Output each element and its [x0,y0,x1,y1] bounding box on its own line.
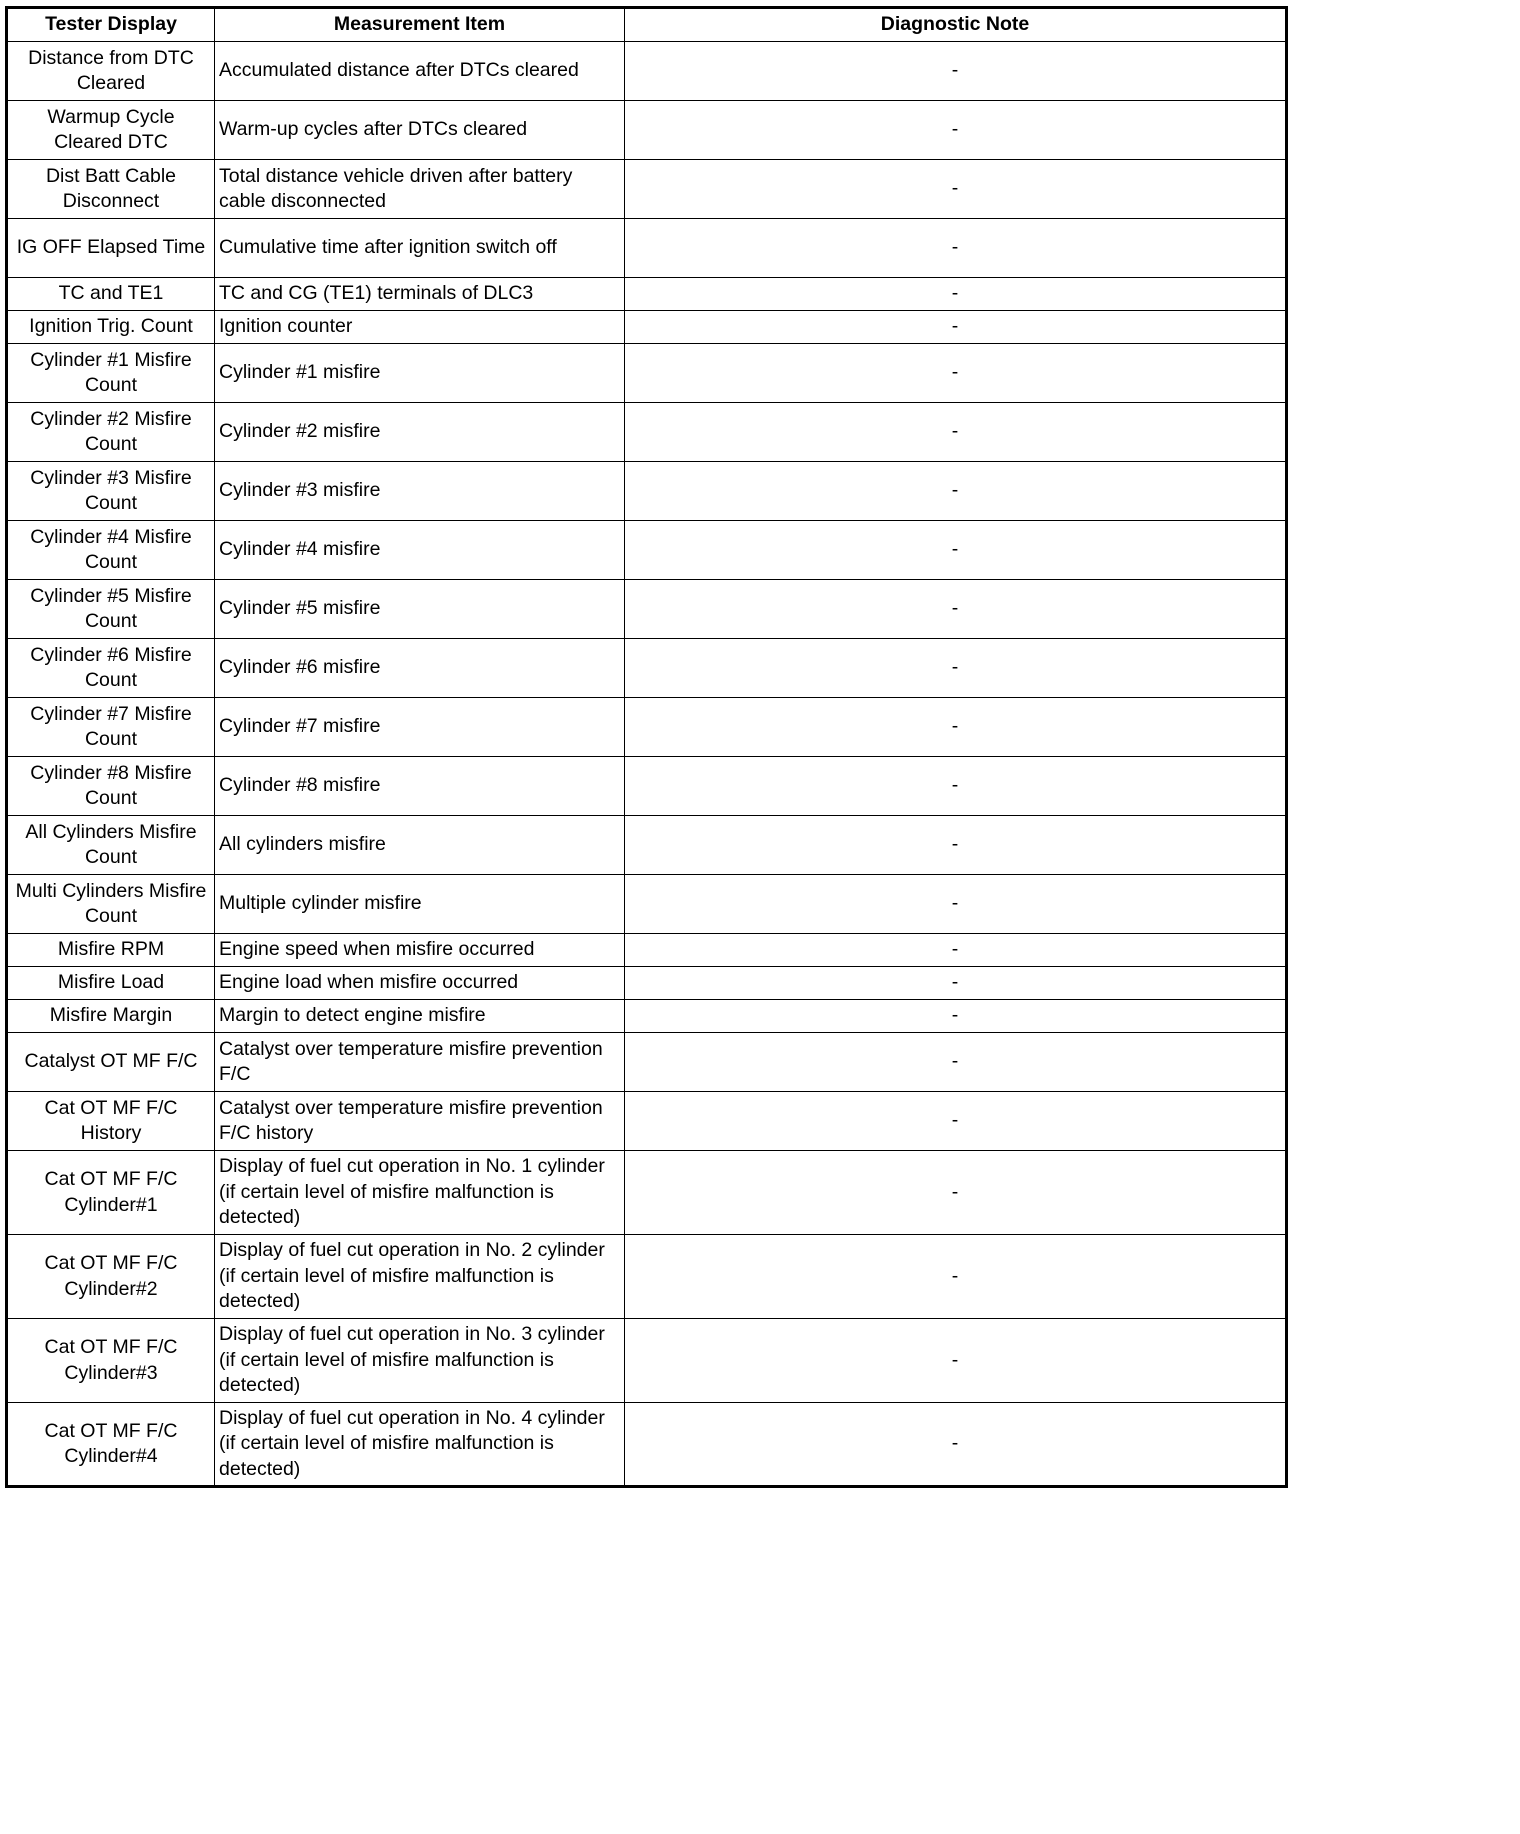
measurement-item-cell: Cylinder #2 misfire [215,403,625,462]
table-row [7,101,1287,160]
tester-display-cell: Distance from DTC Cleared [7,42,215,101]
table-row [7,160,1287,219]
diagnostic-note-cell: - [625,462,1287,521]
table-row [7,344,1287,403]
table-row [7,757,1287,816]
measurement-item-cell: Cylinder #7 misfire [215,698,625,757]
header-diagnostic-note: Diagnostic Note [625,8,1287,42]
tester-display-cell: Dist Batt Cable Disconnect [7,160,215,219]
table-row [7,816,1287,875]
measurement-item-cell: Cylinder #5 misfire [215,580,625,639]
measurement-item-cell: Display of fuel cut operation in No. 2 cylinder (if certain level of misfire malfunction is detected) [215,1235,625,1319]
diagnostic-note-cell: - [625,580,1287,639]
diagnostic-note-cell: - [625,219,1287,278]
diagnostic-note-cell: - [625,344,1287,403]
tester-display-cell: Cylinder #1 Misfire Count [7,344,215,403]
diagnostic-note-cell: - [625,311,1287,344]
table-row [7,967,1287,1000]
diagnostic-note-cell: - [625,1151,1287,1235]
tester-display-cell: Cat OT MF F/C Cylinder#3 [7,1319,215,1403]
measurement-item-cell: Engine speed when misfire occurred [215,934,625,967]
measurement-item-cell: Display of fuel cut operation in No. 1 cylinder (if certain level of misfire malfunction is detected) [215,1151,625,1235]
measurement-item-cell: Multiple cylinder misfire [215,875,625,934]
table-row [7,1151,1287,1235]
diagnostic-note-cell: - [625,1000,1287,1033]
table-row [7,311,1287,344]
table-row [7,639,1287,698]
tester-display-cell: Cat OT MF F/C Cylinder#4 [7,1403,215,1487]
measurement-item-cell: Cylinder #6 misfire [215,639,625,698]
measurement-item-cell: Cylinder #3 misfire [215,462,625,521]
measurement-item-cell: All cylinders misfire [215,816,625,875]
table-row [7,1403,1287,1487]
diagnostic-note-cell: - [625,967,1287,1000]
table-row [7,462,1287,521]
table-row [7,278,1287,311]
diagnostic-note-cell: - [625,521,1287,580]
tester-display-cell: Cylinder #4 Misfire Count [7,521,215,580]
tester-display-cell: Cylinder #2 Misfire Count [7,403,215,462]
table-row [7,934,1287,967]
diagnostic-note-cell: - [625,1033,1287,1092]
tester-display-cell: Ignition Trig. Count [7,311,215,344]
measurement-item-cell: Cylinder #8 misfire [215,757,625,816]
tester-display-cell: Misfire RPM [7,934,215,967]
data-list-table [5,6,1288,1488]
tester-display-cell: Cylinder #8 Misfire Count [7,757,215,816]
table-row [7,698,1287,757]
tester-display-cell: Cylinder #3 Misfire Count [7,462,215,521]
measurement-item-cell: Engine load when misfire occurred [215,967,625,1000]
measurement-item-cell: Warm-up cycles after DTCs cleared [215,101,625,160]
diagnostic-note-cell: - [625,160,1287,219]
tester-display-cell: Catalyst OT MF F/C [7,1033,215,1092]
table-row [7,521,1287,580]
measurement-item-cell: Display of fuel cut operation in No. 4 cylinder (if certain level of misfire malfunction is detected) [215,1403,625,1487]
table-row [7,1319,1287,1403]
tester-display-cell: Cat OT MF F/C History [7,1092,215,1151]
table-row [7,219,1287,278]
diagnostic-note-cell: - [625,1403,1287,1487]
measurement-item-cell: Catalyst over temperature misfire prevention F/C history [215,1092,625,1151]
diagnostic-note-cell: - [625,757,1287,816]
measurement-item-cell: Accumulated distance after DTCs cleared [215,42,625,101]
diagnostic-note-cell: - [625,698,1287,757]
tester-display-cell: Cylinder #5 Misfire Count [7,580,215,639]
diagnostic-note-cell: - [625,403,1287,462]
tester-display-cell: IG OFF Elapsed Time [7,219,215,278]
table-row [7,875,1287,934]
diagnostic-note-cell: - [625,1319,1287,1403]
tester-display-cell: Misfire Load [7,967,215,1000]
tester-display-cell: Misfire Margin [7,1000,215,1033]
diagnostic-note-cell: - [625,1235,1287,1319]
measurement-item-cell: TC and CG (TE1) terminals of DLC3 [215,278,625,311]
table-row [7,1000,1287,1033]
tester-display-cell: TC and TE1 [7,278,215,311]
diagnostic-note-cell: - [625,101,1287,160]
header-measurement-item: Measurement Item [215,8,625,42]
measurement-item-cell: Ignition counter [215,311,625,344]
diagnostic-note-cell: - [625,42,1287,101]
tester-display-cell: All Cylinders Misfire Count [7,816,215,875]
measurement-item-cell: Cylinder #4 misfire [215,521,625,580]
diagnostic-note-cell: - [625,278,1287,311]
tester-display-cell: Multi Cylinders Misfire Count [7,875,215,934]
diagnostic-note-cell: - [625,1092,1287,1151]
measurement-item-cell: Cylinder #1 misfire [215,344,625,403]
header-tester-display: Tester Display [7,8,215,42]
tester-display-cell: Cat OT MF F/C Cylinder#1 [7,1151,215,1235]
diagnostic-note-cell: - [625,639,1287,698]
diagnostic-note-cell: - [625,875,1287,934]
table-row [7,1092,1287,1151]
table-row [7,42,1287,101]
diagnostic-note-cell: - [625,934,1287,967]
tester-display-cell: Cat OT MF F/C Cylinder#2 [7,1235,215,1319]
measurement-item-cell: Cumulative time after ignition switch off [215,219,625,278]
measurement-item-cell: Total distance vehicle driven after battery cable disconnected [215,160,625,219]
diagnostic-note-cell: - [625,816,1287,875]
tester-display-cell: Cylinder #7 Misfire Count [7,698,215,757]
tester-display-cell: Warmup Cycle Cleared DTC [7,101,215,160]
header-row [7,8,1287,42]
table-row [7,1235,1287,1319]
table-row [7,403,1287,462]
measurement-item-cell: Display of fuel cut operation in No. 3 cylinder (if certain level of misfire malfunction is detected) [215,1319,625,1403]
table-row [7,580,1287,639]
measurement-item-cell: Margin to detect engine misfire [215,1000,625,1033]
tester-display-cell: Cylinder #6 Misfire Count [7,639,215,698]
measurement-item-cell: Catalyst over temperature misfire prevention F/C [215,1033,625,1092]
table-row [7,1033,1287,1092]
